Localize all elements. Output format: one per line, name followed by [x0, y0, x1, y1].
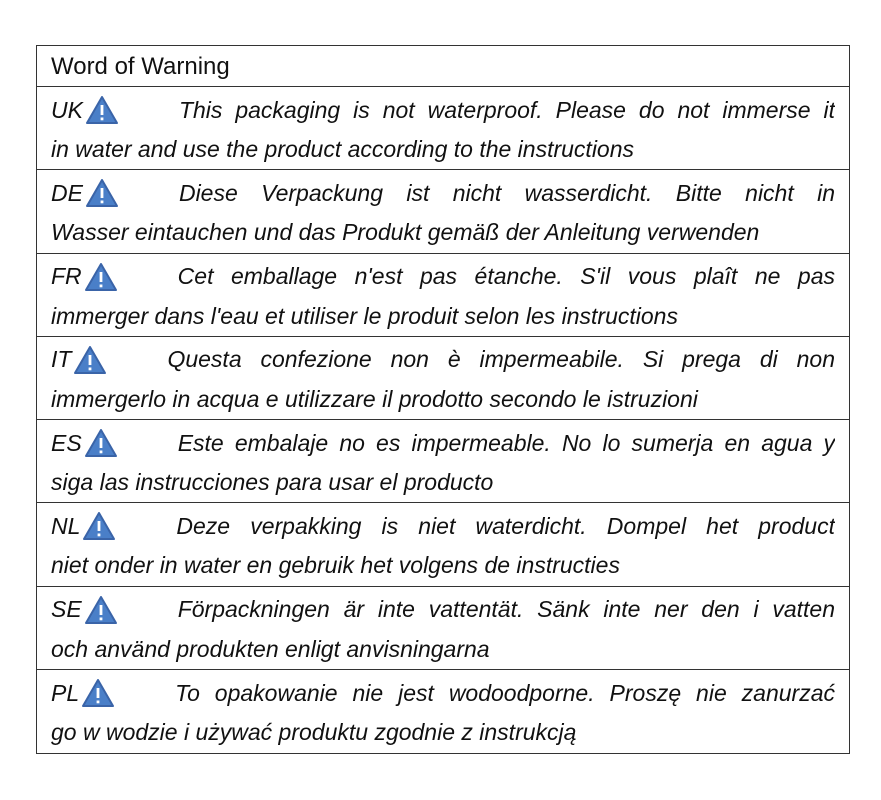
warning-text-line2: go w wodzie i używać produktu zgodnie z instrukcją	[51, 719, 577, 746]
language-code: NL	[51, 512, 81, 539]
warning-text-line2: och använd produkten enligt anvisningarna	[51, 635, 490, 662]
warning-triangle-icon	[85, 178, 119, 208]
warning-text-line1: Deze verpakking is niet waterdicht. Dompel het product	[176, 512, 835, 539]
warning-table	[36, 45, 850, 754]
language-code: ES	[51, 429, 82, 456]
warning-text-line1: Diese Verpackung ist nicht wasserdicht. Bitte nicht in	[178, 179, 835, 206]
warning-row-de	[37, 170, 849, 253]
warning-triangle-icon	[84, 262, 118, 292]
warning-text-line2: Wasser eintauchen und das Produkt gemäß der Anleitung verwenden	[51, 219, 760, 246]
warning-row-pl	[37, 670, 849, 753]
language-code: DE	[51, 179, 83, 206]
warning-triangle-icon	[81, 678, 115, 708]
warning-text-line1: Cet emballage n'est pas étanche. S'il vous plaît ne pas	[177, 263, 835, 290]
warning-row-es	[37, 420, 849, 503]
warning-triangle-icon	[84, 428, 118, 458]
warning-text-line1: To opakowanie nie jest wodoodporne. Proszę nie zanurzać	[175, 679, 835, 706]
warning-triangle-icon	[82, 511, 116, 541]
table-header	[37, 46, 849, 87]
language-code: UK	[51, 96, 83, 123]
warning-row-fr	[37, 254, 849, 337]
warning-row-se	[37, 587, 849, 670]
warning-triangle-icon	[85, 95, 119, 125]
warning-triangle-icon	[84, 595, 118, 625]
warning-text-line1: Este embalaje no es impermeable. No lo sumerja en agua y	[177, 429, 835, 456]
warning-row-uk	[37, 87, 849, 170]
warning-text-line2: niet onder in water en gebruik het volgens de instructies	[51, 552, 620, 579]
warning-text-line2: immergerlo in acqua e utilizzare il prodotto secondo le istruzioni	[51, 385, 698, 412]
table-title: Word of Warning	[51, 53, 230, 80]
warning-text-line1: This packaging is not waterproof. Please do not immerse it	[178, 96, 835, 123]
warning-text-line1: Questa confezione non è impermeabile. Si prega di non	[167, 346, 835, 373]
warning-text-line2: siga las instrucciones para usar el producto	[51, 469, 494, 496]
language-code: PL	[51, 679, 80, 706]
warning-text-line2: immerger dans l'eau et utiliser le produit selon les instructions	[51, 302, 678, 329]
language-code: SE	[51, 596, 82, 623]
warning-row-it	[37, 337, 849, 420]
warning-triangle-icon	[73, 345, 107, 375]
warning-text-line1: Förpackningen är inte vattentät. Sänk inte ner den i vatten	[177, 596, 835, 623]
warning-row-nl	[37, 503, 849, 586]
language-code: FR	[51, 263, 82, 290]
warning-text-line2: in water and use the product according to the instructions	[51, 136, 635, 162]
language-code: IT	[51, 346, 72, 373]
